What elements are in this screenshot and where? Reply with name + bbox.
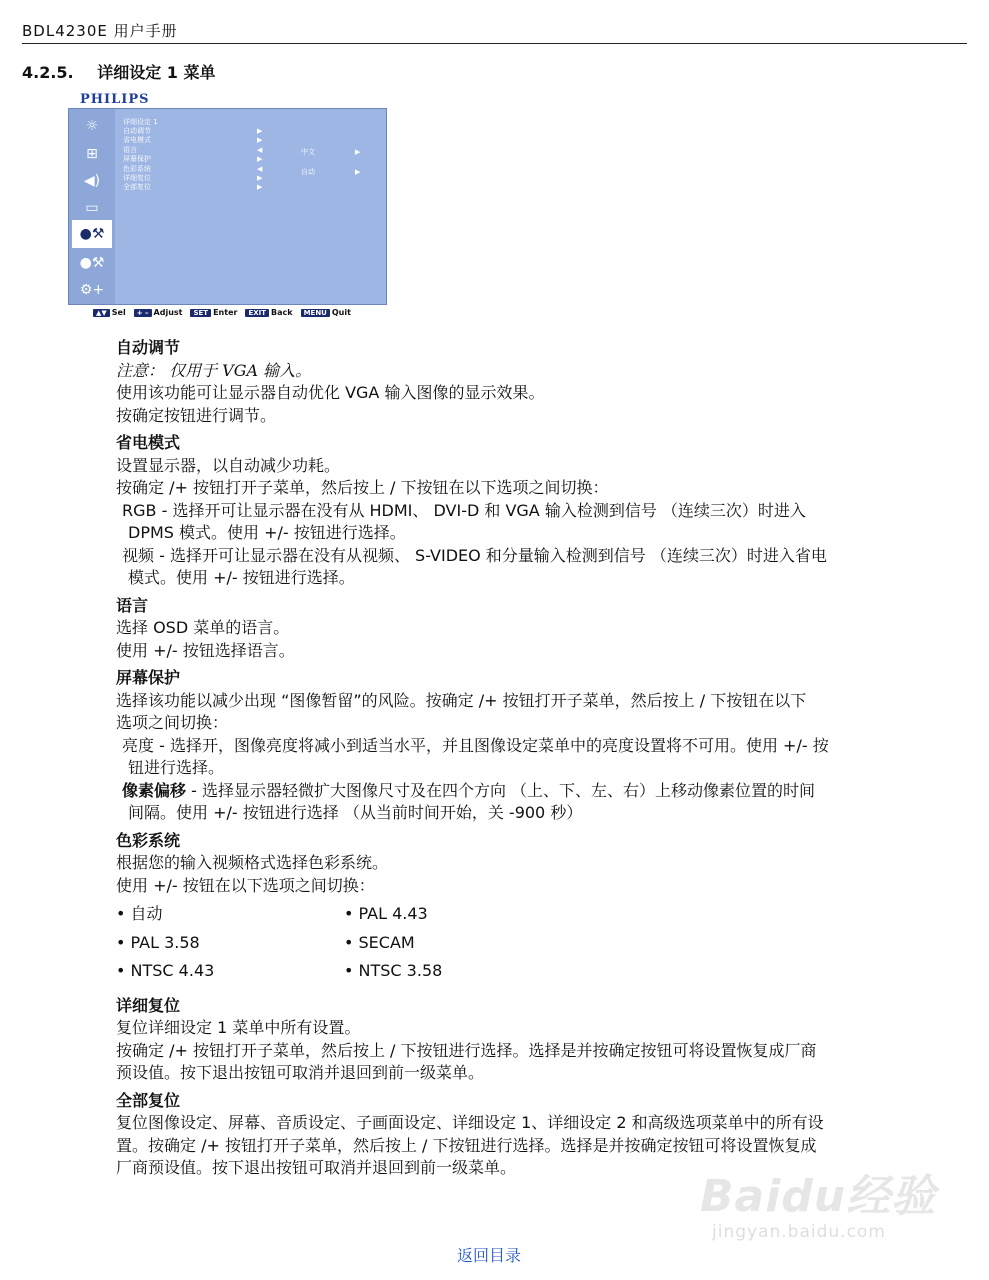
- osd-arrow: ▶: [257, 174, 263, 182]
- screen-icon: ⊞: [86, 146, 98, 162]
- paragraph: 厂商预设值。按下退出按钮可取消并退回到前一级菜单。: [116, 1158, 517, 1177]
- paragraph: 置。按确定 /+ 按钮打开子菜单，然后按上 / 下按钮进行选择。选择是并按确定按钮可将设置恢复成: [116, 1135, 817, 1155]
- legend-adjust: + – Adjust: [134, 308, 183, 317]
- osd-item: 语言: [123, 146, 137, 154]
- pixel-shift-option-text-cont: 间隔。使用 +/- 按钮进行选择 （从当前时间开始，关 -900 秒）: [128, 803, 583, 822]
- osd-item: 自动调节: [123, 127, 151, 135]
- pip-icon: ▭: [85, 200, 99, 216]
- osd-arrow: ▶: [257, 155, 263, 163]
- settings1-icon: ●⚒: [72, 220, 112, 248]
- list-item: • PAL 3.58: [116, 932, 200, 952]
- osd-item: 色彩系统: [123, 165, 151, 173]
- detail-reset-heading: 详细复位: [116, 995, 181, 1015]
- paragraph: 设置显示器，以自动减少功耗。: [116, 455, 341, 475]
- legend-quit: MENU Quit: [301, 308, 351, 317]
- baidu-watermark: Baidu经验 jingyan.baidu.com: [700, 1171, 937, 1242]
- osd-sidebar: [69, 109, 114, 304]
- paragraph: 使用该功能可让显示器自动优化 VGA 输入图像的显示效果。: [116, 383, 545, 402]
- screen-saver-heading: 屏幕保护: [116, 668, 181, 687]
- manual-content: [116, 337, 968, 1180]
- paragraph: 选择 OSD 菜单的语言。: [116, 618, 290, 637]
- color-system-heading: 色彩系统: [116, 830, 181, 850]
- language-heading: 语言: [116, 595, 149, 615]
- page-header: BDL4230E 用户手册: [22, 22, 178, 40]
- video-option-text-cont: 模式。使用 +/- 按钮进行选择。: [128, 568, 355, 587]
- osd-key-legend: [93, 308, 351, 317]
- advanced-gear-icon: ⚙+: [79, 282, 105, 298]
- color-system-options: [116, 903, 968, 983]
- paragraph: 预设值。按下退出按钮可取消并退回到前一级菜单。: [116, 1063, 485, 1082]
- auto-adjust-note: 注意： 仅用于 VGA 输入。: [116, 360, 312, 380]
- paragraph: 选择该功能以减少出现 “图像暂留”的风险。按确定 /+ 按钮打开子菜单，然后按上 / 下按钮在以下: [116, 690, 807, 710]
- osd-item: 详细复位: [123, 174, 151, 182]
- osd-item: 省电模式: [123, 136, 151, 144]
- legend-enter: SET Enter: [190, 308, 237, 317]
- philips-logo: PHILIPS: [80, 92, 150, 107]
- pixel-shift-option-text: 像素偏移 - 选择显示器轻微扩大图像尺寸及在四个方向 （上、下、左、右）上移动像素位置的时间: [122, 780, 816, 800]
- osd-menu-screenshot: [68, 108, 387, 305]
- osd-item: 屏幕保护: [123, 155, 151, 163]
- brightness-option-text-cont: 钮进行选择。: [128, 758, 225, 777]
- rgb-option-text-cont: DPMS 模式。使用 +/- 按钮进行选择。: [128, 523, 406, 542]
- osd-menu-panel: [115, 109, 386, 304]
- list-item: • NTSC 4.43: [116, 961, 215, 980]
- settings2-icon: ●⚒: [79, 255, 105, 271]
- paragraph: 使用 +/- 按钮在以下选项之间切换：: [116, 875, 375, 895]
- power-save-heading: 省电模式: [116, 433, 181, 452]
- osd-arrow: ▶: [257, 127, 263, 135]
- osd-arrow: ▶: [355, 168, 361, 176]
- back-to-toc-link[interactable]: 返回目录: [457, 1246, 522, 1265]
- paragraph: 选项之间切换：: [116, 713, 229, 732]
- osd-arrow: ▶: [257, 183, 263, 191]
- osd-arrow: ◀: [257, 146, 263, 154]
- speaker-icon: ◀): [83, 173, 101, 189]
- pixel-shift-label: 像素偏移: [122, 780, 187, 800]
- legend-sel: ▲▼ Sel: [93, 308, 126, 317]
- list-item: • SECAM: [344, 932, 415, 952]
- full-reset-heading: 全部复位: [116, 1090, 181, 1110]
- osd-item: 全部复位: [123, 183, 151, 191]
- paragraph: 复位图像设定、屏幕、音质设定、子画面设定、详细设定 1、详细设定 2 和高级选项菜单中的所有设: [116, 1113, 824, 1132]
- section-title: 详细设定 1 菜单: [97, 63, 216, 82]
- paragraph: 使用 +/- 按钮选择语言。: [116, 640, 295, 660]
- osd-language-value: 中文: [301, 148, 315, 156]
- list-item: • NTSC 3.58: [344, 961, 443, 980]
- legend-back: EXIT Back: [245, 308, 292, 317]
- osd-arrow: ▶: [257, 136, 263, 144]
- paragraph: 复位详细设定 1 菜单中所有设置。: [116, 1018, 361, 1037]
- picture-icon: ☼: [85, 118, 99, 134]
- section-number: 4.2.5.: [22, 63, 74, 82]
- paragraph: 按确定 /+ 按钮打开子菜单，然后按上 / 下按钮进行选择。选择是并按确定按钮可将设置恢复成厂商: [116, 1040, 817, 1060]
- osd-arrow: ▶: [355, 148, 361, 156]
- section-heading: [22, 60, 216, 83]
- osd-arrow: ◀: [257, 165, 263, 173]
- auto-adjust-heading: 自动调节: [116, 338, 181, 357]
- paragraph: 按确定按钮进行调节。: [116, 405, 277, 425]
- video-option-text: 视频 - 选择开可让显示器在没有从视频、 S-VIDEO 和分量输入检测到信号 （连续三次）时进入省电: [122, 545, 827, 565]
- osd-color-value: 自动: [301, 168, 315, 176]
- brightness-option-text: 亮度 - 选择开，图像亮度将减小到适当水平，并且图像设定菜单中的亮度设置将不可用。使用 +/- 按: [122, 735, 829, 755]
- paragraph: 按确定 /+ 按钮打开子菜单，然后按上 / 下按钮在以下选项之间切换：: [116, 478, 609, 497]
- paragraph: 根据您的输入视频格式选择色彩系统。: [116, 853, 389, 872]
- osd-item: 详细设定 1: [123, 118, 158, 126]
- rgb-option-text: RGB - 选择开可让显示器在没有从 HDMI、 DVI-D 和 VGA 输入检测到信号 （连续三次）时进入: [122, 500, 806, 520]
- list-item: • 自动: [116, 904, 163, 923]
- header-divider: [22, 43, 967, 44]
- list-item: • PAL 4.43: [344, 904, 428, 923]
